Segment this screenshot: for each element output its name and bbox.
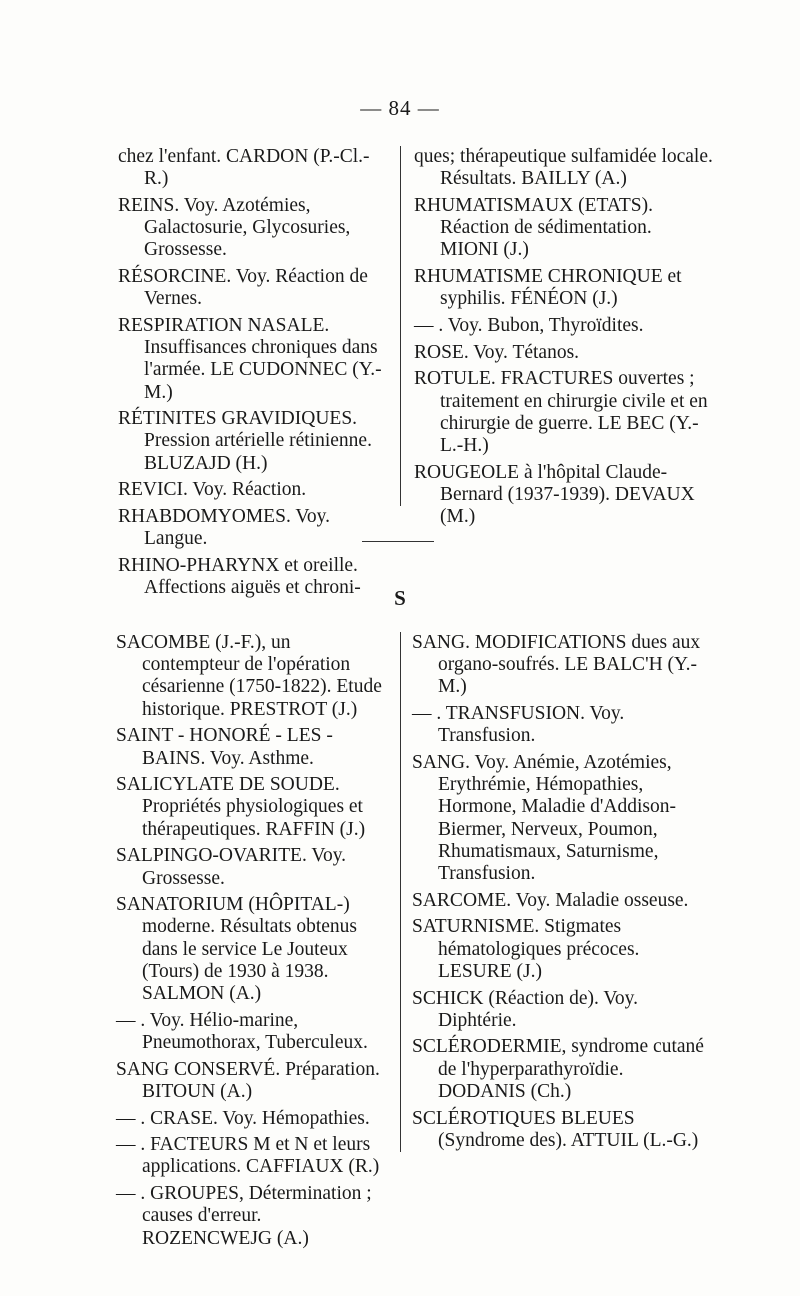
- index-entry: SALPINGO-OVARITE. Voy. Grossesse.: [116, 845, 347, 889]
- index-entry: ROTULE. FRACTURES ouvertes ; traitement en chirurgie civile et en chirurgie de guerre. LE BEC (Y.-L.-H.): [414, 368, 708, 456]
- index-entry: SAINT - HONORÉ - LES - BAINS. Voy. Asthme.: [116, 725, 333, 769]
- index-entry: SANG CONSERVÉ. Préparation. BITOUN (A.): [116, 1058, 380, 1102]
- index-entry: SALICYLATE DE SOUDE. Propriétés physiologiques et thérapeutiques. RAFFIN (J.): [116, 774, 366, 840]
- index-entry: SANG. MODIFICATIONS dues aux organo-soufrés. LE BALC'H (Y.-M.): [412, 632, 701, 698]
- index-entry: RÉSORCINE. Voy. Réaction de Vernes.: [118, 266, 368, 310]
- index-entry: SCHICK (Réaction de). Voy. Diphtérie.: [412, 987, 639, 1031]
- bottom-left-column: [116, 632, 390, 1254]
- index-entry: SATURNISME. Stigmates hématologiques précoces. LESURE (J.): [412, 916, 640, 982]
- index-entry: — . GROUPES, Détermination ; causes d'erreur. ROZENCWEJG (A.): [116, 1183, 372, 1249]
- index-entry: REVICI. Voy. Réaction.: [118, 479, 307, 501]
- index-entry: RHUMATISME CHRONIQUE et syphilis. FÉNÉON (J.): [414, 266, 682, 310]
- index-entry: — . Voy. Hélio-marine, Pneumothorax, Tuberculeux.: [116, 1009, 368, 1053]
- index-entry: SANATORIUM (HÔPITAL-) moderne. Résultats obtenus dans le service Le Jouteux (Tours) de 1930 à 1938. SALMON (A.): [116, 894, 358, 1005]
- top-left-column: [118, 146, 390, 604]
- index-entry: — . CRASE. Voy. Hémopathies.: [116, 1107, 370, 1129]
- index-entry: RHINO-PHARYNX et oreille. Affections aiguës et chroni-: [118, 554, 361, 599]
- index-entry: REINS. Voy. Azotémies, Galactosurie, Glycosuries, Grossesse.: [118, 194, 351, 261]
- index-entry: SCLÉROTIQUES BLEUES (Syndrome des). ATTUIL (L.-G.): [412, 1107, 699, 1151]
- index-entry: SCLÉRODERMIE, syndrome cutané de l'hyperparathyroïdie. DODANIS (Ch.): [412, 1036, 704, 1102]
- index-entry: — . FACTEURS M et N et leurs applications. CAFFIAUX (R.): [116, 1134, 380, 1178]
- index-entry: ques; thérapeutique sulfamidée locale. Résultats. BAILLY (A.): [414, 146, 713, 190]
- section-separator: [362, 541, 434, 542]
- page-number: — 84 —: [360, 96, 440, 120]
- index-entry: RESPIRATION NASALE. Insuffisances chroniques dans l'armée. LE CUDONNEC (Y.-M.): [118, 314, 382, 403]
- bottom-right-column: [412, 632, 716, 1156]
- section-letter: S: [394, 586, 406, 610]
- index-entry: — . TRANSFUSION. Voy. Transfusion.: [412, 703, 625, 747]
- index-entry: SACOMBE (J.-F.), un contempteur de l'opération césarienne (1750-1822). Etude historique. PRESTROT (J.): [116, 632, 382, 720]
- top-right-column: [414, 146, 714, 533]
- index-entry: RHUMATISMAUX (ETATS). Réaction de sédimentation. MIONI (J.): [414, 194, 653, 261]
- index-entry: RHABDOMYOMES. Voy. Langue.: [118, 506, 331, 550]
- index-entry: ROSE. Voy. Tétanos.: [414, 341, 580, 363]
- index-entry: ROUGEOLE à l'hôpital Claude-Bernard (1937-1939). DEVAUX (M.): [414, 461, 695, 528]
- index-entry: SARCOME. Voy. Maladie osseuse.: [412, 889, 689, 911]
- index-entry: SANG. Voy. Anémie, Azotémies, Erythrémie, Hémopathies, Hormone, Maladie d'Addison-Biermer, Nerveux, Poumon, Rhumatismaux, Saturnisme, Transfusion.: [412, 752, 677, 885]
- index-entry: — . Voy. Bubon, Thyroïdites.: [414, 314, 644, 336]
- index-entry: chez l'enfant. CARDON (P.-Cl.-R.): [118, 146, 370, 190]
- column-divider: [400, 632, 401, 1152]
- column-divider: [400, 146, 401, 506]
- index-entry: RÉTINITES GRAVIDIQUES. Pression artérielle rétinienne. BLUZAJD (H.): [118, 408, 372, 474]
